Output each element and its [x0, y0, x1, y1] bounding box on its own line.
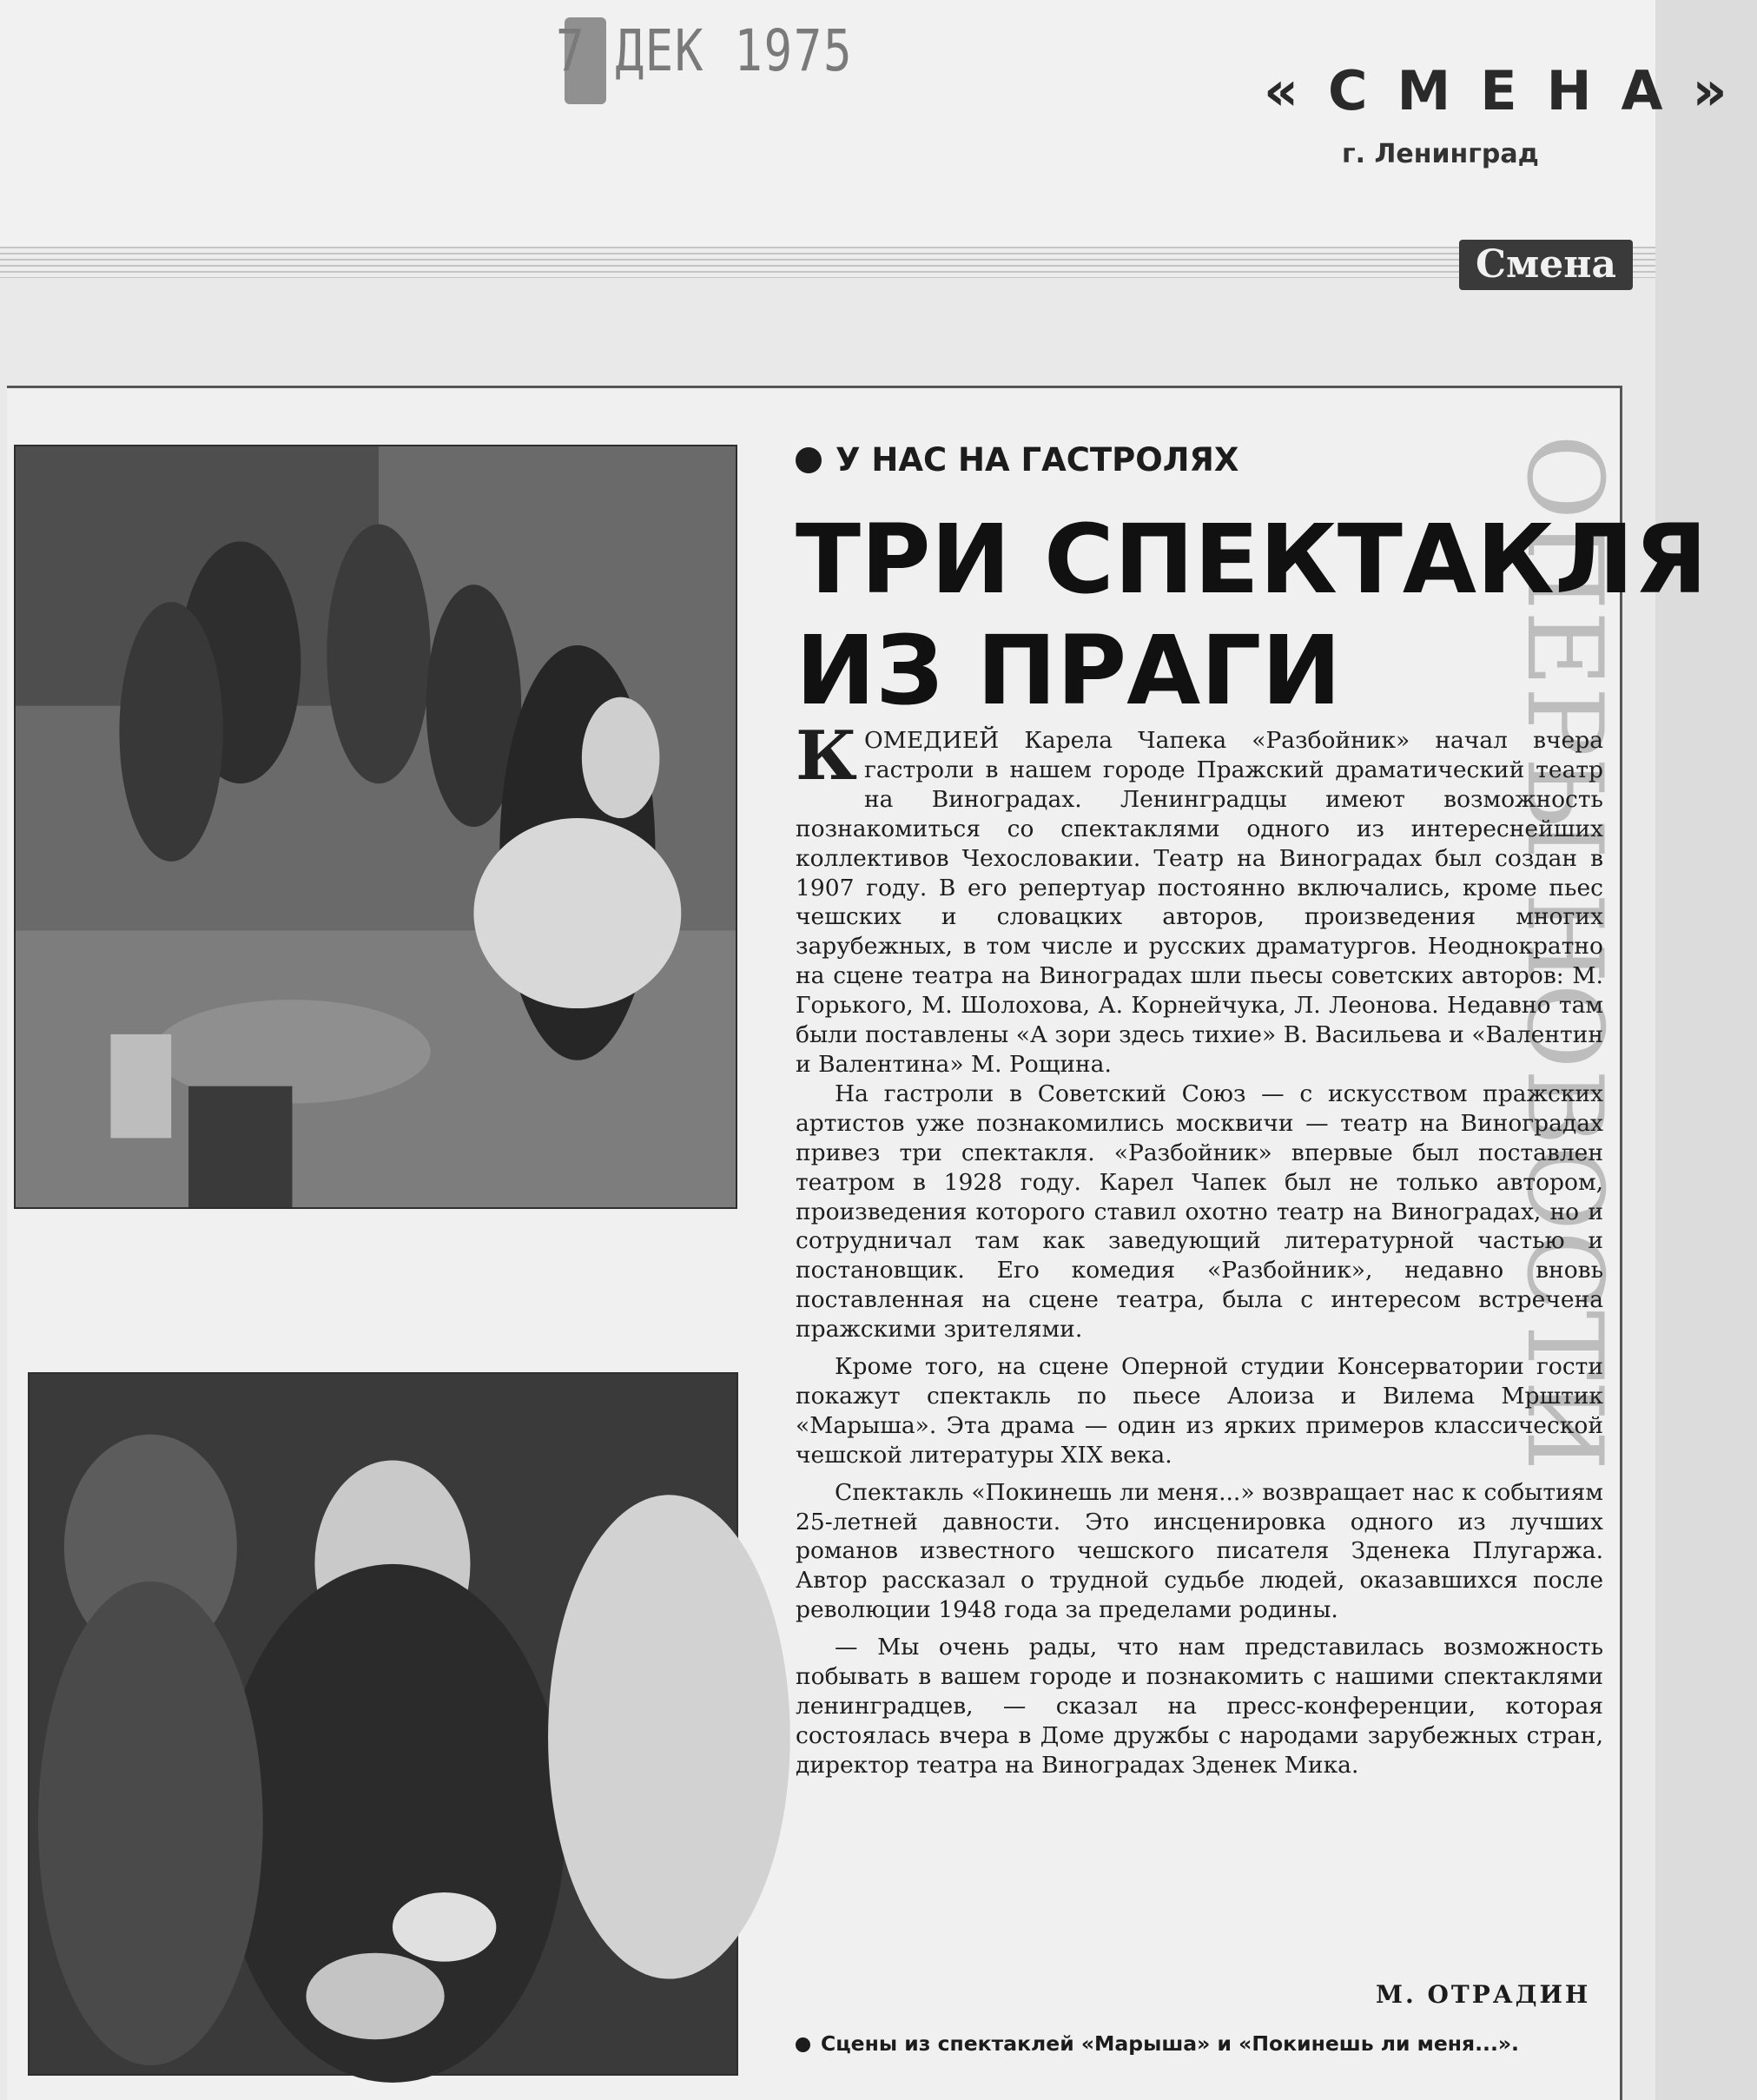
- article-rubric: [796, 441, 1238, 479]
- bullet-icon: [796, 447, 822, 473]
- bullet-icon: [796, 2037, 810, 2052]
- photo-caption-text: Сцены из спектаклей «Марыша» и «Покинешь ли меня...».: [821, 2031, 1519, 2056]
- article-paragraph-1-text: ОМЕДИЕЙ Карела Чапека «Разбойник» начал вчера гастроли в нашем городе Пражский драматический театр на Виноградах. Ленинградцы имеют возможность познакомиться со спектаклями одного из интереснейших коллективов Чехословакии. Театр на Виноградах был создан в 1907 году. В его репертуар постоянно включались, кроме пьес чешских и словацких авторов, произведения многих зарубежных, в том числе и русских драматургов. Неоднократно на сцене театра на Виноградах шли пьесы советских авторов: М. Горького, М. Шолохова, А. Корнейчука, Л. Леонова. Недавно там были поставлены «А зори здесь тихие» В. Васильева и «Валентин и Валентина» М. Рощина.: [796, 727, 1603, 1078]
- newspaper-city-stamp: г. Ленинград: [1342, 139, 1539, 169]
- drop-cap: К: [796, 717, 857, 796]
- newspaper-name-stamp: «СМЕНА»: [1264, 59, 1757, 122]
- rubric-text: У НАС НА ГАСТРОЛЯХ: [836, 441, 1239, 479]
- article-paragraph-2: На гастроли в Советский Союз — с искусством пражских артистов уже познакомились москвичи — театр на Виноградах привез три спектакля. «Разбойник» впервые был поставлен театром в 1928 году. Карел Чапек был не только автором, произведения которого ставил охотно театр на Виноградах, но и сотрудничал там как заведующий литературной частью и постановщик. Его комедия «Разбойник», недавно вновь поставленная на сцене театра, была с интересом встречена пражскими зрителями.: [796, 1080, 1603, 1344]
- article-body: [796, 717, 1603, 1780]
- actors-scene-photo: [28, 1372, 738, 2076]
- article-paragraph-5: — Мы очень рады, что нам представилась возможность побывать в вашем городе и познакомить с нашими спектаклями ленинградцев, — сказал на пресс-конференции, которая состоялась вчера в Доме дружбы с народами зарубежных стран, директор театра на Виноградах Зденек Мика.: [796, 1634, 1603, 1779]
- headline-line-2: ИЗ ПРАГИ: [796, 615, 1342, 726]
- article-paragraph-3: Кроме того, на сцене Оперной студии Консерватории гости покажут спектакль по пьесе Алоиза и Вилема Мрштик «Марыша». Эта драма — один из ярких примеров классической чешской литературы XIX века.: [796, 1353, 1603, 1469]
- article-paragraph-1: [796, 717, 1603, 1080]
- article-headline: [796, 504, 1707, 726]
- stage-dance-photo: [14, 445, 737, 1209]
- fold-texture: [0, 247, 1655, 278]
- author-signature: М. ОТРАДИН: [1376, 1980, 1591, 2009]
- article-paragraph-4: Спектакль «Покинешь ли меня...» возвращает нас к событиям 25-летней давности. Это инсценировка одного из лучших романов известного чешского писателя Зденека Плугаржа. Автор рассказал о трудной судьбе людей, оказавшихся после революции 1948 года за пределами родины.: [796, 1478, 1603, 1624]
- bleed-through-text: ОПЕРЫ НОВОСТИ: [1503, 434, 1624, 1471]
- masthead-badge: Смена: [1459, 240, 1633, 290]
- headline-line-1: ТРИ СПЕКТАКЛЯ: [796, 504, 1707, 615]
- stage-dance-photo-icon: [16, 446, 736, 1207]
- photo-caption: [796, 2031, 1603, 2057]
- date-stamp: 7 ДЕК 1975: [556, 17, 854, 84]
- actors-scene-photo-icon: [30, 1374, 736, 2074]
